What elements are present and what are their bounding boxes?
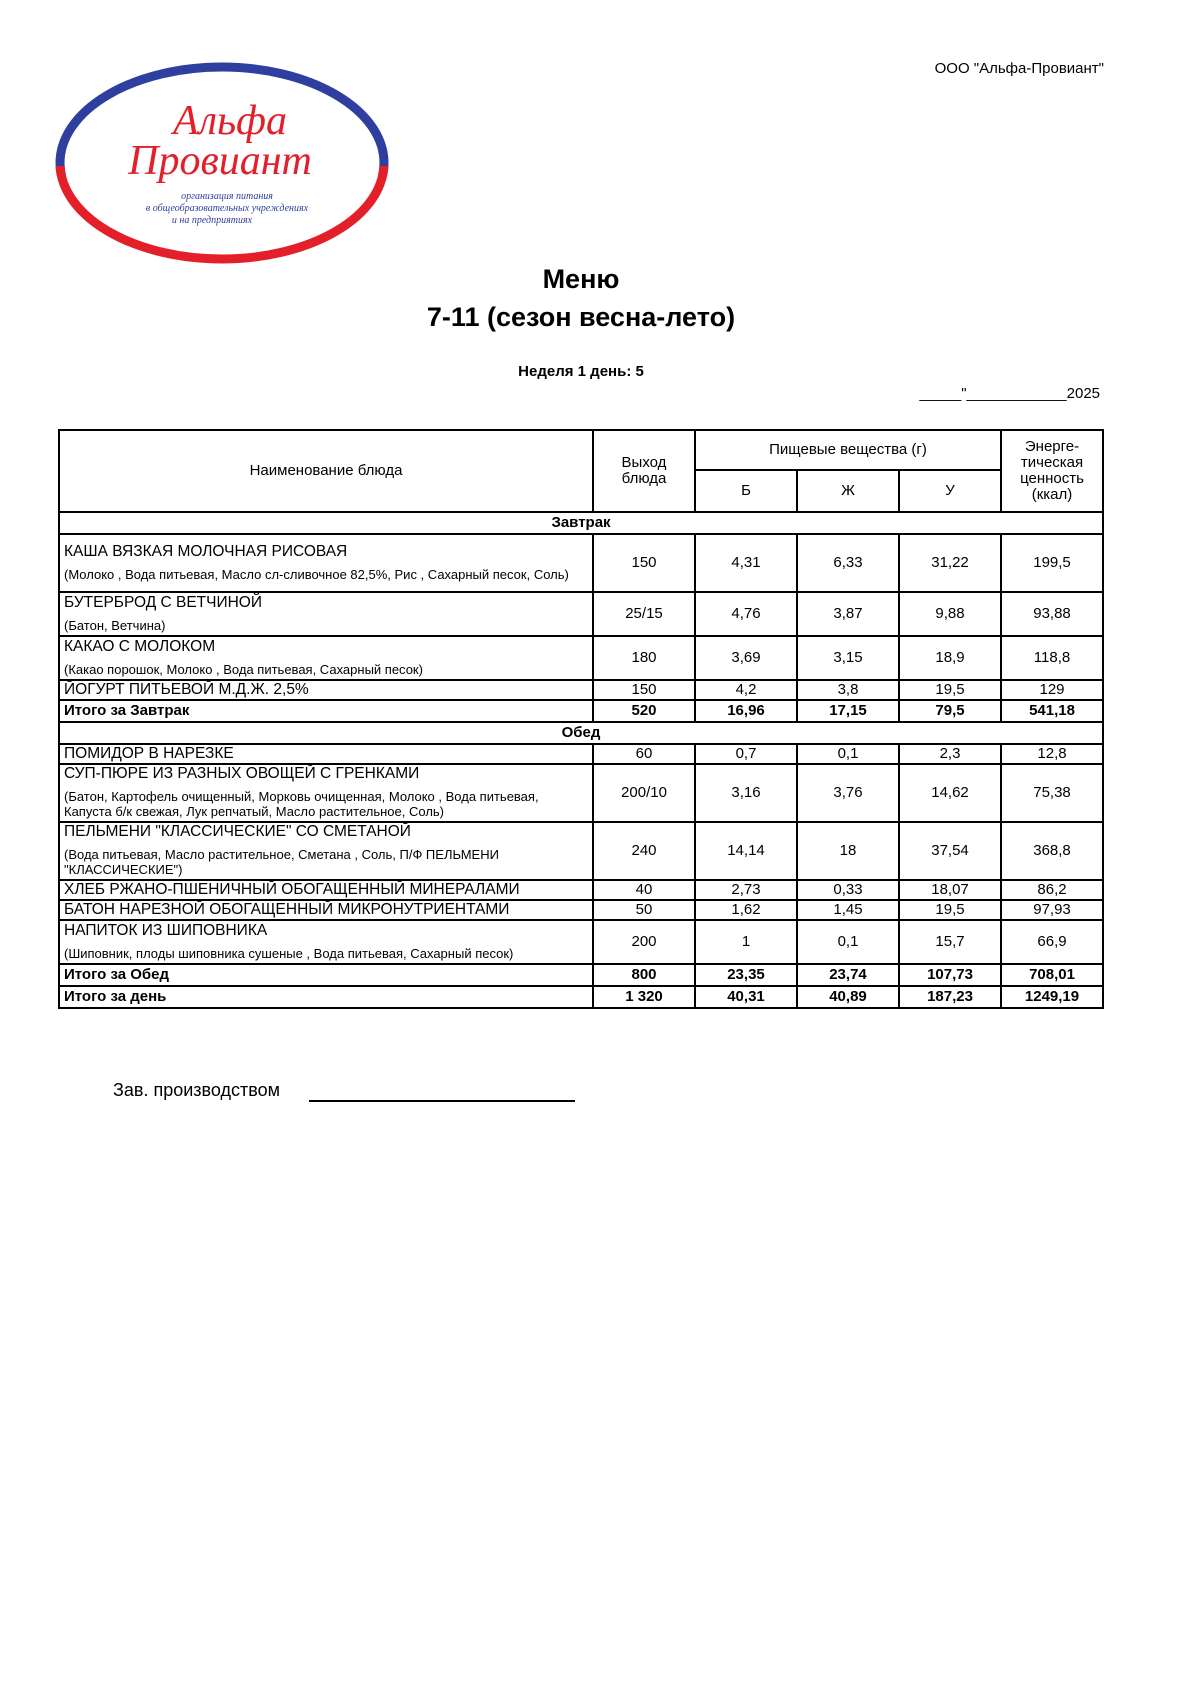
section-total-row	[59, 964, 1103, 986]
page-title: Меню	[542, 264, 620, 294]
total-b: 16,96	[695, 700, 797, 722]
table-row	[59, 764, 1103, 822]
table-row	[59, 920, 1103, 964]
cell-yield: 50	[593, 900, 695, 920]
cell-yield: 150	[593, 534, 695, 592]
day-total-u: 187,23	[899, 986, 1001, 1008]
cell-u: 19,5	[899, 680, 1001, 700]
cell-kcal: 12,8	[1001, 744, 1103, 764]
cell-u: 2,3	[899, 744, 1001, 764]
total-b: 23,35	[695, 964, 797, 986]
day-total-zh: 40,89	[797, 986, 899, 1008]
dish-name: КАША ВЯЗКАЯ МОЛОЧНАЯ РИСОВАЯ	[64, 542, 348, 560]
header-energy: Энерге-тическая ценность (ккал)	[1001, 430, 1103, 512]
cell-zh: 1,45	[797, 900, 899, 920]
dish-cell	[59, 636, 593, 680]
dish-cell	[59, 822, 593, 880]
total-u: 107,73	[899, 964, 1001, 986]
cell-kcal: 97,93	[1001, 900, 1103, 920]
day-total-kcal: 1249,19	[1001, 986, 1103, 1008]
menu-table	[58, 429, 1104, 1009]
company-name: ООО "Альфа-Провиант"	[934, 60, 1104, 77]
cell-yield: 150	[593, 680, 695, 700]
day-total-b: 40,31	[695, 986, 797, 1008]
signature-line	[309, 1100, 575, 1102]
cell-kcal: 368,8	[1001, 822, 1103, 880]
cell-yield: 200	[593, 920, 695, 964]
dish-cell	[59, 592, 593, 636]
section-row	[59, 512, 1103, 534]
cell-b: 4,2	[695, 680, 797, 700]
dish-name: НАПИТОК ИЗ ШИПОВНИКА	[64, 921, 268, 939]
logo-tagline-line3: и на предприятиях	[171, 215, 253, 226]
dish-name: ХЛЕБ РЖАНО-ПШЕНИЧНЫЙ ОБОГАЩЕННЫЙ МИНЕРАЛАМИ	[64, 880, 520, 898]
header-b: Б	[695, 470, 797, 512]
cell-b: 1	[695, 920, 797, 964]
table-row	[59, 680, 1103, 700]
header-name: Наименование блюда	[59, 430, 593, 512]
cell-zh: 0,33	[797, 880, 899, 900]
cell-u: 31,22	[899, 534, 1001, 592]
section-row	[59, 722, 1103, 744]
cell-zh: 6,33	[797, 534, 899, 592]
cell-kcal: 129	[1001, 680, 1103, 700]
total-zh: 17,15	[797, 700, 899, 722]
table-row	[59, 900, 1103, 920]
cell-u: 37,54	[899, 822, 1001, 880]
dish-ingredients: (Молоко , Вода питьевая, Масло сл-сливочное 82,5%, Рис , Сахарный песок, Соль)	[64, 566, 569, 582]
cell-b: 3,16	[695, 764, 797, 822]
table-row	[59, 822, 1103, 880]
logo-tagline-line2: в общеобразовательных учреждениях	[145, 203, 309, 214]
menu-table-body	[59, 512, 1103, 1008]
dish-name: ПОМИДОР В НАРЕЗКЕ	[64, 744, 234, 762]
cell-kcal: 199,5	[1001, 534, 1103, 592]
cell-b: 4,31	[695, 534, 797, 592]
cell-zh: 0,1	[797, 920, 899, 964]
logo-tagline-line1: организация питания	[181, 191, 273, 202]
total-kcal: 541,18	[1001, 700, 1103, 722]
cell-zh: 3,87	[797, 592, 899, 636]
week-day-label: Неделя 1 день: 5	[518, 363, 644, 380]
page-subtitle: 7-11 (сезон весна-лето)	[426, 302, 736, 332]
dish-cell	[59, 534, 593, 592]
table-row	[59, 636, 1103, 680]
table-header-row	[59, 430, 1103, 470]
table-row	[59, 534, 1103, 592]
total-yield: 520	[593, 700, 695, 722]
cell-u: 14,62	[899, 764, 1001, 822]
cell-zh: 3,15	[797, 636, 899, 680]
table-row	[59, 592, 1103, 636]
company-logo	[52, 56, 392, 270]
dish-cell	[59, 920, 593, 964]
signature-label: Зав. производством	[113, 1080, 280, 1100]
dish-cell	[59, 900, 593, 920]
cell-yield: 60	[593, 744, 695, 764]
total-yield: 800	[593, 964, 695, 986]
section-title: Обед	[59, 722, 1103, 744]
header-zh: Ж	[797, 470, 899, 512]
cell-u: 15,7	[899, 920, 1001, 964]
dish-cell	[59, 680, 593, 700]
section-total-row	[59, 700, 1103, 722]
dish-name: ЙОГУРТ ПИТЬЕВОЙ М.Д.Ж. 2,5%	[64, 680, 309, 698]
cell-u: 18,07	[899, 880, 1001, 900]
cell-yield: 180	[593, 636, 695, 680]
section-title: Завтрак	[59, 512, 1103, 534]
cell-yield: 40	[593, 880, 695, 900]
cell-yield: 25/15	[593, 592, 695, 636]
total-zh: 23,74	[797, 964, 899, 986]
dish-ingredients: (Шиповник, плоды шиповника сушеные , Вода питьевая, Сахарный песок)	[64, 945, 514, 961]
table-row	[59, 744, 1103, 764]
total-u: 79,5	[899, 700, 1001, 722]
cell-kcal: 66,9	[1001, 920, 1103, 964]
day-total-row	[59, 986, 1103, 1008]
logo-name-line2: Провиант	[128, 138, 312, 184]
cell-yield: 240	[593, 822, 695, 880]
dish-cell	[59, 744, 593, 764]
dish-ingredients: (Вода питьевая, Масло растительное, Сметана , Соль, П/Ф ПЕЛЬМЕНИ "КЛАССИЧЕСКИЕ")	[64, 846, 499, 878]
total-label: Итого за Обед	[59, 964, 593, 986]
dish-name: КАКАО С МОЛОКОМ	[64, 637, 216, 655]
date-line: _____"____________2025	[919, 385, 1100, 402]
cell-u: 9,88	[899, 592, 1001, 636]
dish-ingredients: (Батон, Ветчина)	[64, 617, 166, 633]
cell-kcal: 86,2	[1001, 880, 1103, 900]
table-row	[59, 880, 1103, 900]
cell-b: 2,73	[695, 880, 797, 900]
dish-name: БАТОН НАРЕЗНОЙ ОБОГАЩЕННЫЙ МИКРОНУТРИЕНТАМИ	[64, 900, 510, 918]
dish-name: СУП-ПЮРЕ ИЗ РАЗНЫХ ОВОЩЕЙ С ГРЕНКАМИ	[64, 765, 420, 783]
cell-u: 19,5	[899, 900, 1001, 920]
day-total-yield: 1 320	[593, 986, 695, 1008]
cell-b: 14,14	[695, 822, 797, 880]
header-u: У	[899, 470, 1001, 512]
cell-kcal: 93,88	[1001, 592, 1103, 636]
cell-b: 4,76	[695, 592, 797, 636]
dish-cell	[59, 880, 593, 900]
header-yield: Выход блюда	[593, 430, 695, 512]
total-kcal: 708,01	[1001, 964, 1103, 986]
day-total-label: Итого за день	[59, 986, 593, 1008]
dish-name: ПЕЛЬМЕНИ "КЛАССИЧЕСКИЕ" СО СМЕТАНОЙ	[64, 823, 411, 841]
header-nutrients: Пищевые вещества (г)	[695, 430, 1001, 470]
dish-ingredients: (Батон, Картофель очищенный, Морковь очищенная, Молоко , Вода питьевая, Капуста б/к свежая, Лук репчатый, Масло растительное, Соль)	[64, 788, 539, 820]
cell-zh: 0,1	[797, 744, 899, 764]
dish-name: БУТЕРБРОД С ВЕТЧИНОЙ	[64, 593, 263, 611]
logo-name-line1: Альфа	[173, 98, 287, 144]
cell-u: 18,9	[899, 636, 1001, 680]
dish-cell	[59, 764, 593, 822]
cell-kcal: 75,38	[1001, 764, 1103, 822]
cell-zh: 3,8	[797, 680, 899, 700]
cell-b: 1,62	[695, 900, 797, 920]
cell-b: 3,69	[695, 636, 797, 680]
cell-yield: 200/10	[593, 764, 695, 822]
cell-kcal: 118,8	[1001, 636, 1103, 680]
cell-b: 0,7	[695, 744, 797, 764]
cell-zh: 18	[797, 822, 899, 880]
total-label: Итого за Завтрак	[59, 700, 593, 722]
dish-ingredients: (Какао порошок, Молоко , Вода питьевая, Сахарный песок)	[64, 661, 423, 677]
cell-zh: 3,76	[797, 764, 899, 822]
